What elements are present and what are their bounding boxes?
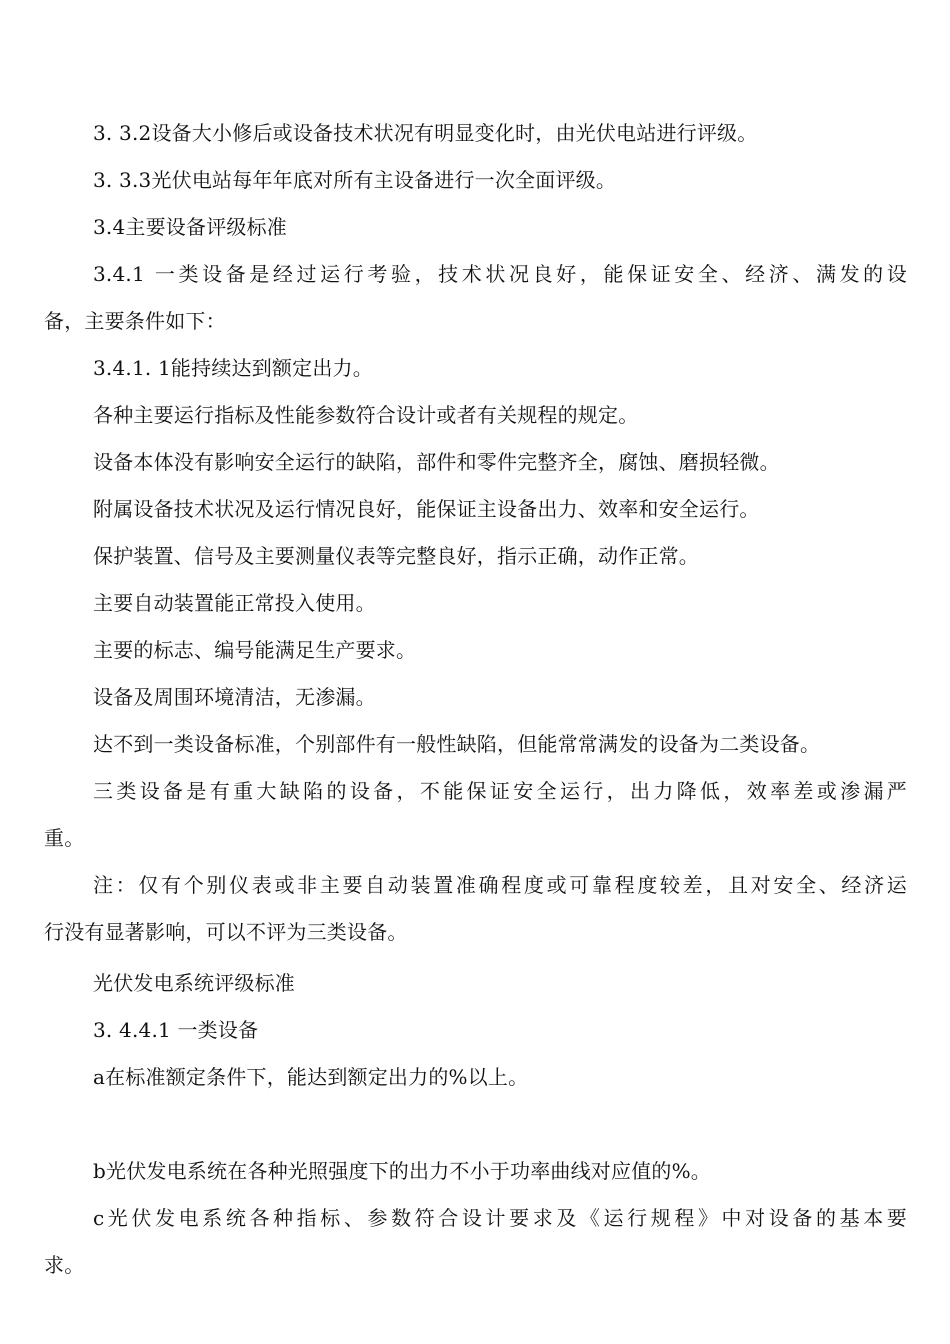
paragraph-3-3-3: 3. 3.3光伏电站每年年底对所有主设备进行一次全面评级。 <box>93 168 617 192</box>
paragraph-environment: 设备及周围环境清洁，无渗漏。 <box>93 685 376 709</box>
paragraph-class-two: 达不到一类设备标准，个别部件有一般性缺陷，但能常常满发的设备为二类设备。 <box>93 732 821 756</box>
item-c-line-2: 求。 <box>44 1253 85 1277</box>
paragraph-class-three-line-2: 重。 <box>44 826 85 850</box>
item-a: a在标准额定条件下，能达到额定出力的%以上。 <box>93 1065 529 1089</box>
paragraph-auxiliary-equipment: 附属设备技术状况及运行情况良好，能保证主设备出力、效率和安全运行。 <box>93 497 760 521</box>
paragraph-3-4-1-1: 3.4.1. 1能持续达到额定出力。 <box>93 356 373 380</box>
section-heading-3-4-4-1: 3. 4.4.1 一类设备 <box>93 1018 259 1042</box>
paragraph-3-4-1-line-2: 备，主要条件如下： <box>44 309 226 333</box>
section-heading-3-4: 3.4主要设备评级标准 <box>93 215 288 239</box>
paragraph-3-3-2: 3. 3.2设备大小修后或设备技术状况有明显变化时，由光伏电站进行评级。 <box>93 121 758 145</box>
note-line-2: 行没有显著影响，可以不评为三类设备。 <box>44 920 408 944</box>
paragraph-equipment-body: 设备本体没有影响安全运行的缺陷，部件和零件完整齐全，腐蚀、磨损轻微。 <box>93 450 780 474</box>
paragraph-labels-numbering: 主要的标志、编号能满足生产要求。 <box>93 638 417 662</box>
paragraph-class-three-line-1: 三类设备是有重大缺陷的设备，不能保证安全运行，出力降低，效率差或渗漏严 <box>93 779 907 803</box>
item-b: b光伏发电系统在各种光照强度下的出力不小于功率曲线对应值的%。 <box>93 1159 712 1183</box>
item-c-line-1: c光伏发电系统各种指标、参数符合设计要求及《运行规程》中对设备的基本要 <box>93 1206 907 1230</box>
paragraph-indicators: 各种主要运行指标及性能参数符合设计或者有关规程的规定。 <box>93 403 639 427</box>
paragraph-protection-devices: 保护装置、信号及主要测量仪表等完整良好，指示正确，动作正常。 <box>93 544 699 568</box>
section-heading-pv-rating: 光伏发电系统评级标准 <box>93 971 295 995</box>
note-line-1: 注：仅有个别仪表或非主要自动装置准确程度或可靠程度较差，且对安全、经济运 <box>93 873 907 897</box>
paragraph-3-4-1-line-1: 3.4.1 一类设备是经过运行考验，技术状况良好，能保证安全、经济、满发的设 <box>93 262 907 286</box>
paragraph-automatic-devices: 主要自动装置能正常投入使用。 <box>93 591 376 615</box>
